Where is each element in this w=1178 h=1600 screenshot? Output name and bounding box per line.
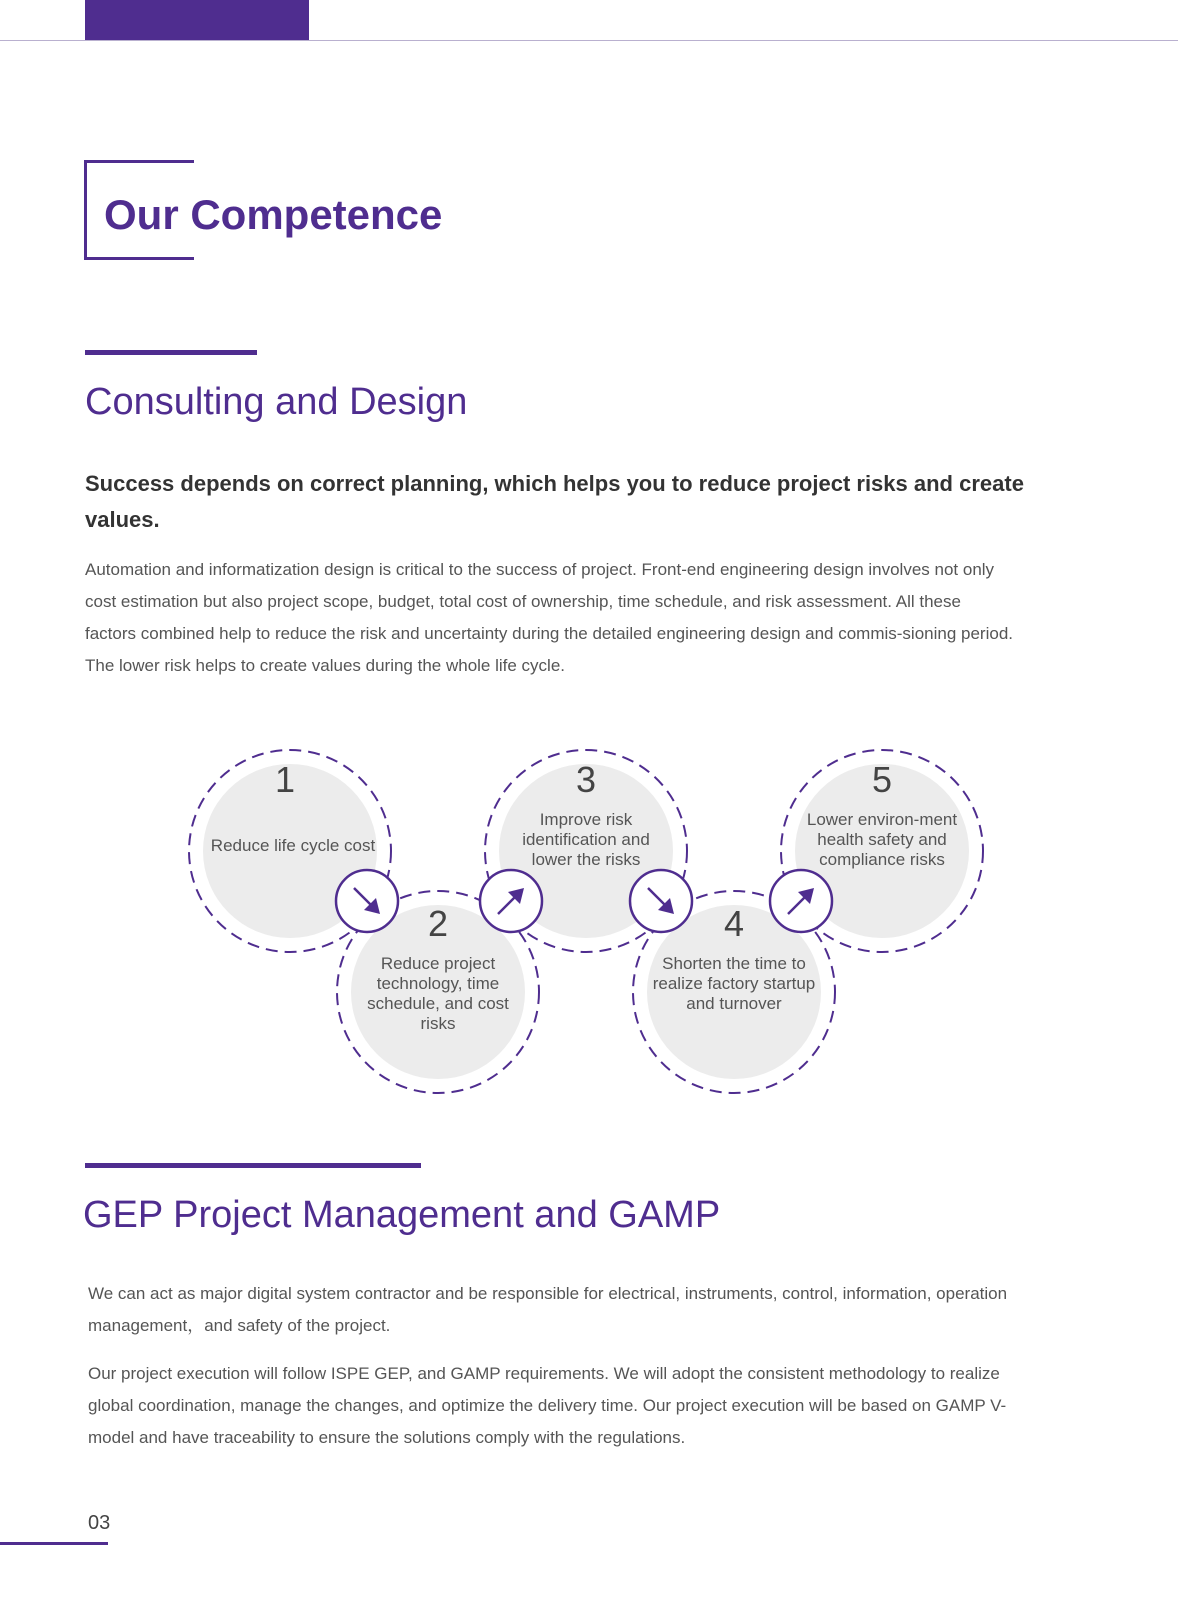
step-2-number: 2 — [427, 903, 449, 944]
header-accent-bar — [85, 0, 309, 40]
step-1-number: 1 — [274, 759, 296, 800]
gep-paragraph-1: We can act as major digital system contractor and be responsible for electrical, instruments, control, information, operation management，and safety of the project. — [88, 1284, 1008, 1335]
gep-section-title: GEP Project Management and GAMP — [83, 1194, 721, 1236]
step-1-text: Reduce life cycle cost — [210, 836, 376, 855]
page-number-rule — [0, 1542, 108, 1545]
step-2-text: Reduce project technology, time schedule, and cost risks — [367, 954, 509, 1033]
step-4-number: 4 — [723, 903, 745, 944]
consulting-section-title: Consulting and Design — [85, 381, 468, 423]
consulting-body: Automation and informatization design is critical to the success of project. Front-end engineering design involves not only cost estimation but also project scope, budget, total cost of ownership, time schedule, and risk assessment. All these factors combined help to reduce the risk and uncertainty during the detailed engineering design and commis-sioning period. The lower risk helps to create values during the whole life cycle. — [85, 560, 1014, 675]
consulting-lead: Success depends on correct planning, which helps you to reduce project risks and create values. — [85, 471, 1024, 532]
page-number: 03 — [88, 1512, 111, 1534]
step-3-text: Improve risk identification and lower the risks — [522, 810, 650, 869]
step-5-text: Lower environ-ment health safety and compliance risks — [806, 810, 958, 869]
gep-paragraph-2: Our project execution will follow ISPE GEP, and GAMP requirements. We will adopt the consistent methodology to realize global coordination, manage the changes, and optimize the delivery time. Our project execution will be based on GAMP V-model and have traceability to ensure the solutions comply with the regulations. — [88, 1364, 1007, 1447]
header-rule — [0, 40, 1178, 41]
step-4-text: Shorten the time to realize factory startup and turnover — [652, 954, 816, 1013]
step-3-number: 3 — [575, 759, 597, 800]
benefits-diagram — [0, 720, 1178, 1100]
step-5-number: 5 — [871, 759, 893, 800]
page-title: Our Competence — [104, 191, 443, 238]
gep-section-rule — [85, 1163, 421, 1168]
consulting-section-rule — [85, 350, 257, 355]
